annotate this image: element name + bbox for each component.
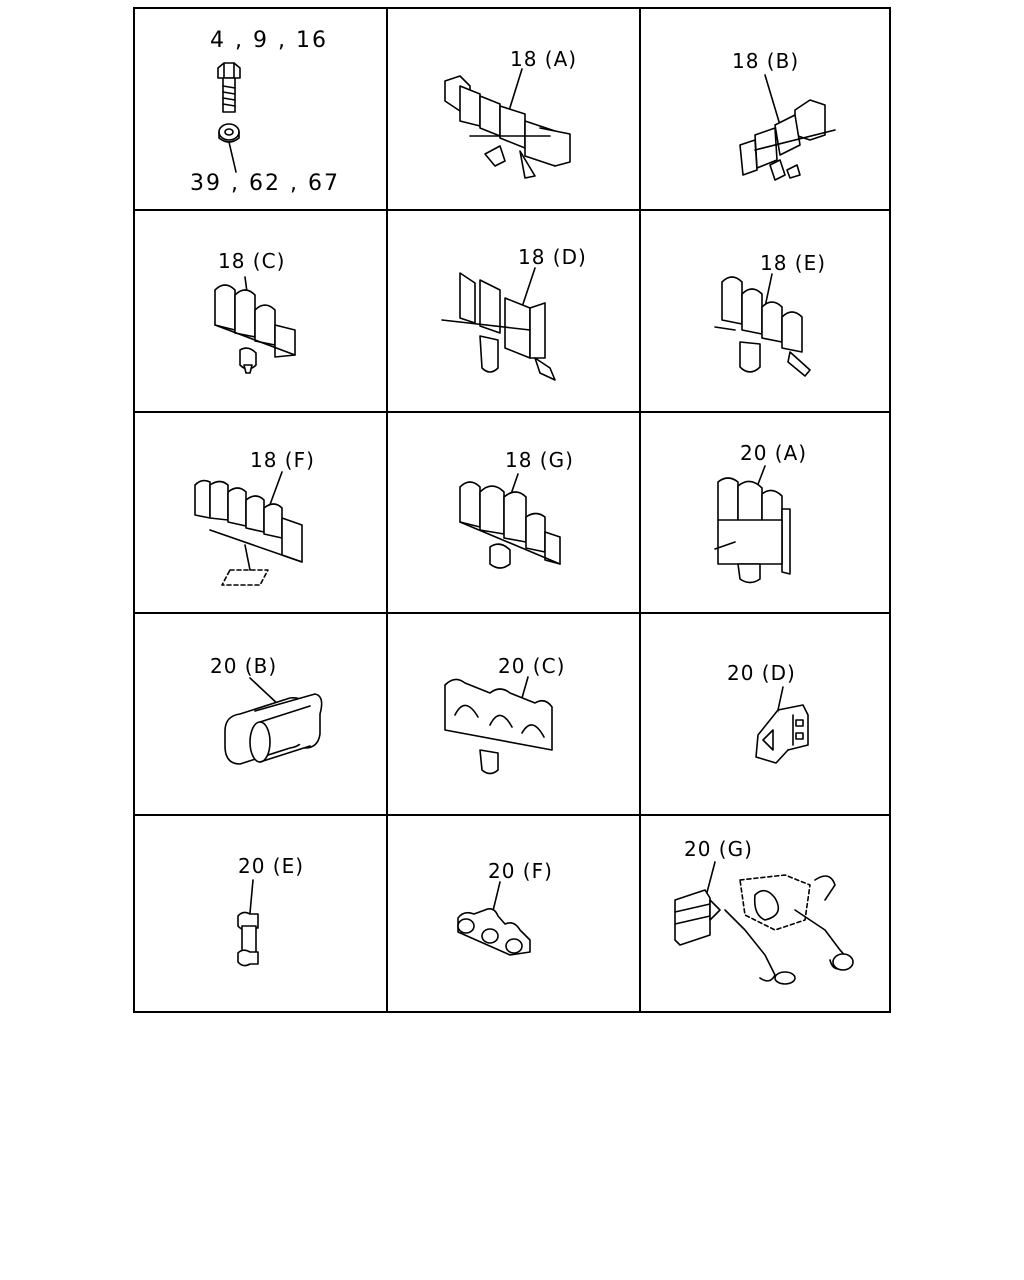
clamp-20f-icon [450,880,540,970]
part-number-label: 20 (G) [684,837,753,861]
grid-divider [639,9,641,1011]
part-number-label: 20 (A) [740,441,808,465]
grid-divider [386,9,388,1011]
grid-divider [135,411,889,413]
part-number-label: 20 (C) [498,654,566,678]
part-number-label: 20 (B) [210,654,278,678]
grid-divider [135,814,889,816]
bolt-and-nut-icon [210,60,250,170]
clamp-18d-icon [440,268,580,388]
clamp-20e-icon [228,878,273,973]
clamp-20c-icon [440,675,570,785]
part-number-label: 20 (F) [488,859,553,883]
clamp-18f-icon [190,470,320,590]
clamp-20b-icon [220,676,330,776]
clamp-18g-icon [450,472,570,582]
part-number-label: 18 (D) [518,245,587,269]
part-number-label: 20 (E) [238,854,305,878]
part-number-label: 18 (B) [732,49,800,73]
grid-divider [135,209,889,211]
part-number-label: 18 (A) [510,47,578,71]
clamp-20a-icon [710,464,810,589]
clamp-18c-icon [200,275,310,385]
grid-divider [135,612,889,614]
part-number-label: 20 (D) [727,661,796,685]
part-number-label: 18 (G) [505,448,574,472]
clamp-20d-icon [748,685,818,770]
clamp-18e-icon [710,272,830,387]
clamp-20g-icon [665,860,865,990]
part-number-label: 39 , 62 , 67 [190,171,340,196]
clamp-18a-icon [440,66,580,186]
part-number-label: 4 , 9 , 16 [210,28,328,53]
part-number-label: 18 (C) [218,249,286,273]
part-number-label: 18 (E) [760,251,827,275]
part-number-label: 18 (F) [250,448,315,472]
clamp-18b-icon [735,70,845,190]
